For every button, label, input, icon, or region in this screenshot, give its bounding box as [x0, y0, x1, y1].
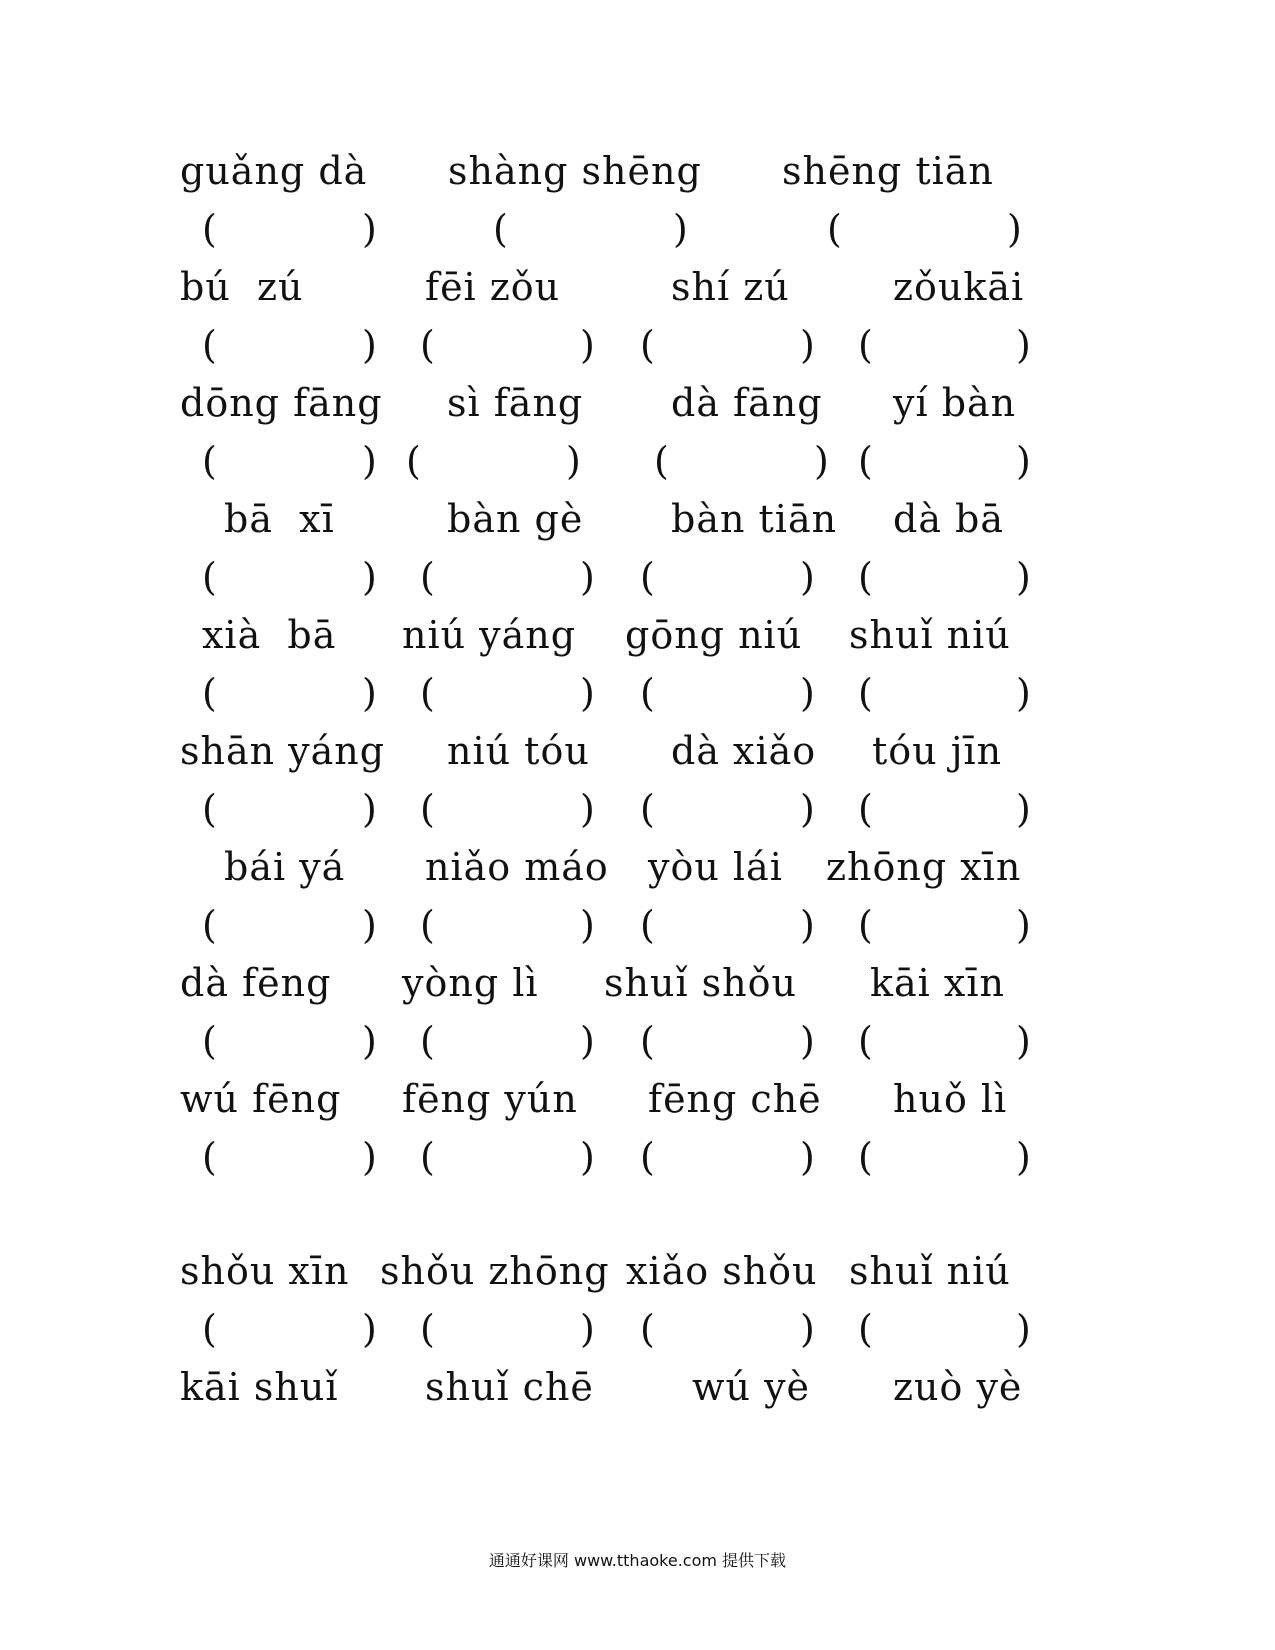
pinyin-word: bā xī	[224, 497, 335, 541]
open-paren: (	[858, 787, 873, 831]
open-paren: (	[858, 1135, 873, 1179]
open-paren: (	[640, 1135, 655, 1179]
close-paren: )	[800, 323, 815, 367]
open-paren: (	[202, 787, 217, 831]
pinyin-word: shí zú	[671, 265, 790, 309]
close-paren: )	[1016, 787, 1031, 831]
pinyin-word: xià bā	[202, 613, 337, 657]
pinyin-word: niǎo máo	[425, 845, 609, 889]
open-paren: (	[858, 323, 873, 367]
open-paren: (	[202, 207, 217, 251]
pinyin-word: shuǐ niú	[849, 1249, 1011, 1293]
open-paren: (	[420, 787, 435, 831]
open-paren: (	[493, 207, 508, 251]
close-paren: )	[362, 1307, 377, 1351]
close-paren: )	[362, 439, 377, 483]
pinyin-word: yòng lì	[402, 961, 539, 1005]
close-paren: )	[800, 1135, 815, 1179]
close-paren: )	[580, 671, 595, 715]
pinyin-word: niú tóu	[447, 729, 590, 773]
close-paren: )	[814, 439, 829, 483]
close-paren: )	[580, 903, 595, 947]
close-paren: )	[362, 671, 377, 715]
pinyin-word: gōng niú	[625, 613, 803, 657]
pinyin-word: shǒu zhōng	[380, 1249, 610, 1293]
pinyin-word: sì fāng	[447, 381, 584, 425]
open-paren: (	[202, 1307, 217, 1351]
open-paren: (	[827, 207, 842, 251]
open-paren: (	[202, 671, 217, 715]
open-paren: (	[654, 439, 669, 483]
open-paren: (	[420, 671, 435, 715]
pinyin-word: shuǐ niú	[849, 613, 1011, 657]
open-paren: (	[406, 439, 421, 483]
pinyin-word: yòu lái	[648, 845, 783, 889]
open-paren: (	[640, 671, 655, 715]
open-paren: (	[420, 1307, 435, 1351]
close-paren: )	[580, 323, 595, 367]
close-paren: )	[1016, 1307, 1031, 1351]
pinyin-word: bàn tiān	[671, 497, 838, 541]
pinyin-word: niú yáng	[402, 613, 577, 657]
pinyin-word: dà bā	[893, 497, 1005, 541]
pinyin-word: bái yá	[224, 845, 346, 889]
pinyin-word: xiǎo shǒu	[626, 1249, 818, 1293]
pinyin-word: bàn gè	[447, 497, 584, 541]
open-paren: (	[420, 1019, 435, 1063]
close-paren: )	[362, 903, 377, 947]
open-paren: (	[640, 903, 655, 947]
pinyin-word: shēng tiān	[782, 149, 994, 193]
close-paren: )	[362, 323, 377, 367]
pinyin-word: guǎng dà	[180, 149, 368, 193]
close-paren: )	[580, 787, 595, 831]
open-paren: (	[420, 555, 435, 599]
close-paren: )	[800, 787, 815, 831]
pinyin-word: shàng shēng	[448, 149, 702, 193]
pinyin-word: zuò yè	[893, 1365, 1023, 1409]
close-paren: )	[1016, 1135, 1031, 1179]
open-paren: (	[420, 903, 435, 947]
pinyin-word: huǒ lì	[893, 1077, 1008, 1121]
open-paren: (	[202, 555, 217, 599]
open-paren: (	[858, 1019, 873, 1063]
open-paren: (	[202, 903, 217, 947]
close-paren: )	[362, 1019, 377, 1063]
open-paren: (	[420, 323, 435, 367]
open-paren: (	[202, 323, 217, 367]
close-paren: )	[580, 1135, 595, 1179]
pinyin-word: wú fēng	[180, 1077, 342, 1121]
open-paren: (	[858, 1307, 873, 1351]
pinyin-word: kāi shuǐ	[180, 1365, 339, 1409]
open-paren: (	[640, 1019, 655, 1063]
pinyin-word: fēng chē	[648, 1077, 822, 1121]
pinyin-word: fēi zǒu	[425, 265, 561, 309]
pinyin-word: fēng yún	[402, 1077, 578, 1121]
open-paren: (	[420, 1135, 435, 1179]
close-paren: )	[800, 671, 815, 715]
pinyin-word: zǒukāi	[893, 265, 1025, 309]
pinyin-word: dà fēng	[180, 961, 332, 1005]
pinyin-word: shuǐ chē	[425, 1365, 594, 1409]
close-paren: )	[362, 1135, 377, 1179]
close-paren: )	[362, 207, 377, 251]
pinyin-word: dà fāng	[671, 381, 823, 425]
pinyin-word: dōng fāng	[180, 381, 383, 425]
open-paren: (	[202, 1135, 217, 1179]
close-paren: )	[800, 555, 815, 599]
close-paren: )	[800, 903, 815, 947]
close-paren: )	[580, 1019, 595, 1063]
close-paren: )	[1016, 323, 1031, 367]
close-paren: )	[362, 555, 377, 599]
open-paren: (	[858, 439, 873, 483]
close-paren: )	[1016, 671, 1031, 715]
pinyin-word: shān yáng	[180, 729, 386, 773]
close-paren: )	[800, 1307, 815, 1351]
open-paren: (	[640, 1307, 655, 1351]
pinyin-word: dà xiǎo	[671, 729, 817, 773]
close-paren: )	[1016, 903, 1031, 947]
pinyin-word: zhōng xīn	[826, 845, 1022, 889]
close-paren: )	[1016, 555, 1031, 599]
open-paren: (	[640, 787, 655, 831]
open-paren: (	[858, 671, 873, 715]
open-paren: (	[858, 903, 873, 947]
pinyin-word: kāi xīn	[870, 961, 1005, 1005]
open-paren: (	[640, 323, 655, 367]
pinyin-word: tóu jīn	[872, 729, 1003, 773]
pinyin-word: wú yè	[692, 1365, 811, 1409]
open-paren: (	[202, 1019, 217, 1063]
open-paren: (	[640, 555, 655, 599]
footer-credit: 通通好课网 www.tthaoke.com 提供下载	[488, 1551, 787, 1570]
close-paren: )	[1007, 207, 1022, 251]
pinyin-word: yí bàn	[893, 381, 1017, 425]
close-paren: )	[673, 207, 688, 251]
open-paren: (	[202, 439, 217, 483]
close-paren: )	[362, 787, 377, 831]
close-paren: )	[1016, 1019, 1031, 1063]
pinyin-word: shuǐ shǒu	[604, 961, 798, 1005]
close-paren: )	[1016, 439, 1031, 483]
close-paren: )	[580, 555, 595, 599]
pinyin-word: shǒu xīn	[180, 1249, 350, 1293]
close-paren: )	[580, 1307, 595, 1351]
pinyin-word: bú zú	[180, 265, 304, 309]
close-paren: )	[566, 439, 581, 483]
open-paren: (	[858, 555, 873, 599]
close-paren: )	[800, 1019, 815, 1063]
